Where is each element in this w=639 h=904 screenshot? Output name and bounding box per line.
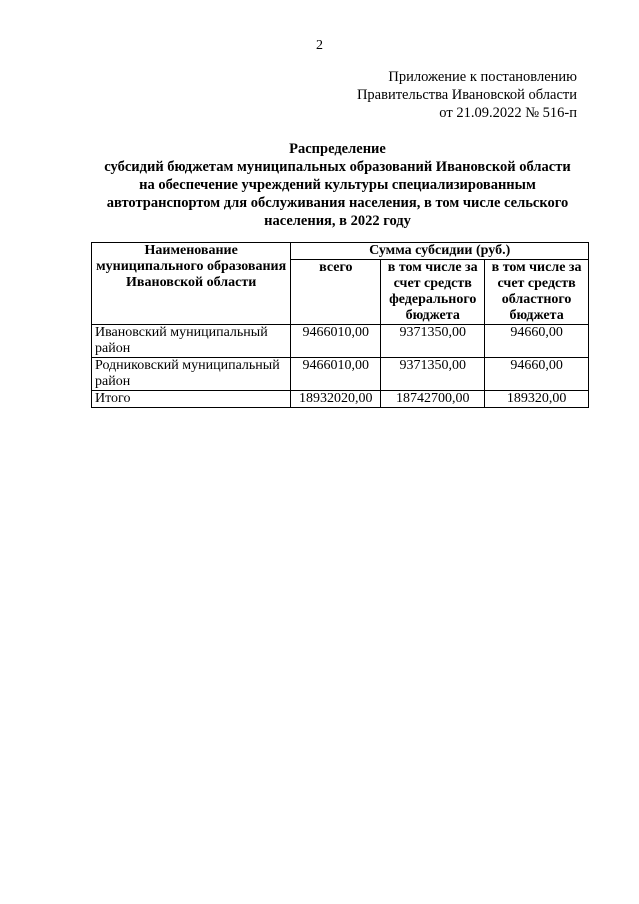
title-line: субсидий бюджетам муниципальных образований Ивановской области	[104, 159, 571, 175]
row-name: Итого	[92, 391, 291, 408]
row-federal: 18742700,00	[381, 391, 485, 408]
row-regional: 94660,00	[485, 325, 589, 358]
title-line: автотранспортом для обслуживания населения, в том числе сельского	[106, 195, 569, 211]
row-regional: 94660,00	[485, 358, 589, 391]
title-line: на обеспечение учреждений культуры специализированным	[139, 177, 536, 193]
row-federal: 9371350,00	[381, 325, 485, 358]
document-title	[70, 140, 605, 230]
appendix-line: от 21.09.2022 № 516-п	[439, 105, 577, 121]
appendix-note	[357, 68, 577, 122]
appendix-line: Приложение к постановлению	[388, 69, 577, 85]
header-subsidy-sum: Сумма субсидии (руб.)	[291, 243, 589, 260]
row-name: Родниковский муниципальный район	[92, 358, 291, 391]
row-total: 18932020,00	[291, 391, 381, 408]
table-header-row	[92, 243, 589, 260]
header-regional: в том числе за счет средств областного бюджета	[485, 260, 589, 325]
subsidy-table	[91, 242, 589, 408]
table-total-row	[92, 391, 589, 408]
page-number: 2	[316, 38, 323, 53]
header-municipality: Наименование муниципального образования Ивановской области	[92, 243, 291, 325]
row-regional: 189320,00	[485, 391, 589, 408]
title-line: Распределение	[289, 141, 386, 157]
table-row	[92, 325, 589, 358]
title-line: населения, в 2022 году	[264, 213, 411, 229]
row-total: 9466010,00	[291, 358, 381, 391]
header-federal: в том числе за счет средств федерального бюджета	[381, 260, 485, 325]
header-total: всего	[291, 260, 381, 325]
appendix-line: Правительства Ивановской области	[356, 87, 577, 103]
row-name: Ивановский муниципальный район	[92, 325, 291, 358]
table-row	[92, 358, 589, 391]
row-total: 9466010,00	[291, 325, 381, 358]
row-federal: 9371350,00	[381, 358, 485, 391]
